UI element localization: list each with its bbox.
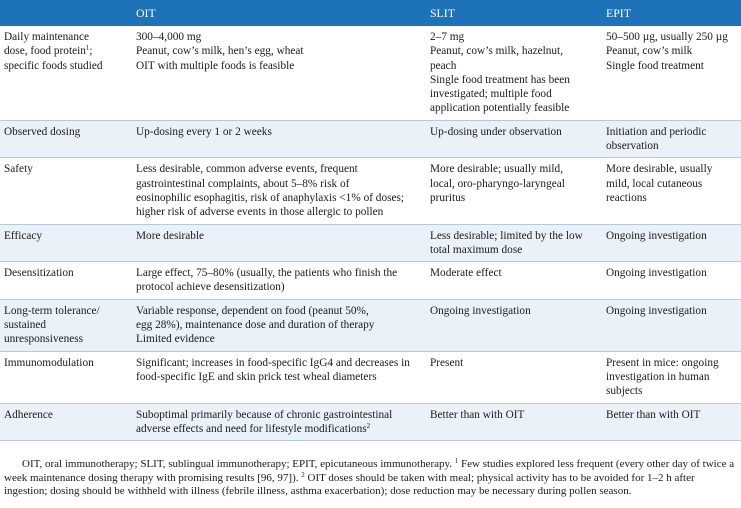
cell-text: observation <box>606 140 659 153</box>
table-row <box>0 26 741 120</box>
cell-text: Immunomodulation <box>4 356 94 369</box>
cell-line <box>136 280 422 294</box>
header-empty <box>0 0 132 26</box>
cell-text: Up-dosing under observation <box>430 125 562 138</box>
cell-line <box>4 125 128 139</box>
cell-text: Less desirable; limited by the low <box>430 229 583 242</box>
cell-line <box>430 304 598 318</box>
epit-cell <box>602 262 741 300</box>
footnote-marker-1: 1 <box>454 457 459 466</box>
cell-line <box>606 370 737 384</box>
cell-text: Ongoing investigation <box>606 304 707 317</box>
oit-cell <box>132 351 426 403</box>
footnote-1: Few studies explored less frequent (every other day of twice a week maintenance dosing therapy with promising results [96, 97]). <box>4 458 735 484</box>
cell-text: Peanut, cow’s milk <box>606 45 693 58</box>
slit-cell <box>426 262 602 300</box>
cell-line <box>4 59 128 73</box>
table-header-row <box>0 0 741 26</box>
cell-text: application potentially feasible <box>430 102 570 115</box>
cell-line <box>606 44 737 58</box>
cell-line <box>136 422 422 436</box>
cell-text: unresponsiveness <box>4 333 84 346</box>
cell-line <box>4 356 128 370</box>
cell-line <box>136 191 422 205</box>
table-row <box>0 299 741 351</box>
cell-line <box>606 59 737 73</box>
cell-text: Present <box>430 356 464 369</box>
epit-cell <box>602 26 741 120</box>
cell-line <box>136 125 422 139</box>
cell-line <box>430 191 598 205</box>
cell-line <box>136 44 422 58</box>
cell-text: Safety <box>4 163 33 176</box>
cell-text: Long-term tolerance/ <box>4 304 100 317</box>
cell-line <box>136 205 422 219</box>
epit-cell <box>602 120 741 158</box>
cell-line <box>136 30 422 44</box>
cell-text: adverse effects and need for lifestyle modifications <box>136 422 367 435</box>
cell-line <box>430 73 598 87</box>
cell-line <box>430 87 598 101</box>
table-row <box>0 262 741 300</box>
cell-text: Present in mice: ongoing <box>606 356 719 369</box>
cell-text: peach <box>430 59 457 72</box>
cell-text: Ongoing investigation <box>606 267 707 280</box>
cell-text: Single food treatment has been <box>430 73 570 86</box>
row-label-cell <box>0 262 132 300</box>
oit-cell <box>132 262 426 300</box>
table-row <box>0 158 741 224</box>
epit-cell <box>602 351 741 403</box>
cell-text: Peanut, cow’s milk, hazelnut, <box>430 45 564 58</box>
cell-text: 50–500 µg, usually 250 µg <box>606 31 728 43</box>
cell-line <box>136 356 422 370</box>
cell-line <box>4 332 128 346</box>
row-label-cell <box>0 120 132 158</box>
cell-line <box>606 229 737 243</box>
cell-line <box>430 356 598 370</box>
cell-line <box>430 125 598 139</box>
header-epit: EPIT <box>602 0 741 26</box>
footnote-abbreviations: OIT, oral immunotherapy; SLIT, sublingual immunotherapy; EPIT, epicutaneous immunotherapy. <box>22 458 453 471</box>
cell-text: local, oro-pharyngo-laryngeal <box>430 177 565 190</box>
cell-text: investigation in human <box>606 370 710 383</box>
cell-line <box>606 162 737 176</box>
cell-text: 2–7 mg <box>430 31 465 43</box>
epit-cell <box>602 299 741 351</box>
cell-text: More desirable; usually mild, <box>430 163 564 176</box>
oit-cell <box>132 120 426 158</box>
cell-text: Daily maintenance <box>4 31 90 43</box>
cell-text: Adherence <box>4 408 53 421</box>
footnote-2: OIT doses should be taken with meal; physical activity has to be avoided for 1–2 h after ingestion; dosing should be withheld with illness (febrile illness, asthma exacerbation); dose reduction may be necessary during pollen season. <box>4 471 695 498</box>
slit-cell <box>426 224 602 262</box>
cell-line <box>430 59 598 73</box>
table-body <box>0 26 741 441</box>
cell-line <box>430 408 598 422</box>
cell-line <box>136 370 422 384</box>
cell-text: eosinophilic esophagitis, risk of anaphylaxis <1% of doses; <box>136 191 405 204</box>
table-row <box>0 120 741 158</box>
row-label-cell <box>0 26 132 120</box>
cell-text: Moderate effect <box>430 267 502 280</box>
cell-line <box>606 408 737 422</box>
oit-cell <box>132 26 426 120</box>
cell-line <box>606 191 737 205</box>
cell-line <box>606 125 737 139</box>
cell-text: Desensitization <box>4 267 74 280</box>
cell-line <box>430 44 598 58</box>
cell-text: Limited evidence <box>136 333 215 346</box>
cell-text: egg 28%), maintenance dose and duration of therapy <box>136 319 375 332</box>
footnote-ref-2: 2 <box>366 421 371 430</box>
cell-line <box>430 162 598 176</box>
cell-text: 300–4,000 mg <box>136 31 202 43</box>
cell-line <box>606 139 737 153</box>
cell-text: Observed dosing <box>4 125 81 138</box>
cell-text: mild, local cutaneous <box>606 177 703 190</box>
cell-line <box>4 30 128 44</box>
cell-line <box>430 229 598 243</box>
epit-cell <box>602 403 741 441</box>
cell-text: Ongoing investigation <box>430 304 531 317</box>
row-label-cell <box>0 351 132 403</box>
cell-line <box>430 177 598 191</box>
cell-text: Variable response, dependent on food (peanut 50%, <box>136 304 369 317</box>
cell-text: Efficacy <box>4 229 43 242</box>
cell-line <box>430 30 598 44</box>
cell-text: Single food treatment <box>606 59 704 72</box>
cell-text: reactions <box>606 191 647 204</box>
cell-line <box>4 304 128 318</box>
cell-line <box>136 332 422 346</box>
row-label-cell <box>0 403 132 441</box>
cell-text: More desirable, usually <box>606 163 713 176</box>
cell-line <box>136 318 422 332</box>
slit-cell <box>426 403 602 441</box>
header-oit: OIT <box>132 0 426 26</box>
cell-line <box>4 266 128 280</box>
cell-text: food-specific IgE and skin prick test wheal diameters <box>136 370 377 383</box>
oit-cell <box>132 224 426 262</box>
cell-line: dose, food protein$^1$; <box>4 44 93 58</box>
cell-text: Up-dosing every 1 or 2 weeks <box>136 125 272 138</box>
cell-line <box>136 59 422 73</box>
cell-line <box>430 101 598 115</box>
cell-text: Better than with OIT <box>430 408 525 421</box>
cell-line <box>606 30 737 44</box>
table-row <box>0 351 741 403</box>
cell-line <box>4 229 128 243</box>
cell-text: OIT with multiple foods is feasible <box>136 59 295 72</box>
row-label-cell <box>0 158 132 224</box>
cell-line <box>136 229 422 243</box>
footnote-ref-1: 1 <box>85 44 90 53</box>
cell-text: specific foods studied <box>4 59 103 72</box>
cell-line <box>136 304 422 318</box>
cell-line <box>606 266 737 280</box>
table-row <box>0 224 741 262</box>
cell-line <box>4 318 128 332</box>
cell-line <box>136 408 422 422</box>
slit-cell <box>426 26 602 120</box>
cell-text: Suboptimal primarily because of chronic gastrointestinal <box>136 408 393 421</box>
cell-text: subjects <box>606 385 643 398</box>
table-row <box>0 403 741 441</box>
cell-text: Initiation and periodic <box>606 125 707 138</box>
cell-text: Ongoing investigation <box>606 229 707 242</box>
footnote-marker-2: 2 <box>301 470 305 479</box>
header-slit: SLIT <box>426 0 602 26</box>
slit-cell <box>426 158 602 224</box>
cell-text: Large effect, 75–80% (usually, the patients who finish the <box>136 267 398 280</box>
epit-cell <box>602 224 741 262</box>
slit-cell <box>426 299 602 351</box>
cell-line <box>4 408 128 422</box>
cell-text: protocol achieve desensitization) <box>136 281 285 294</box>
cell-text: sustained <box>4 319 47 332</box>
row-label-cell <box>0 224 132 262</box>
cell-text: total maximum dose <box>430 243 523 256</box>
oit-cell <box>132 403 426 441</box>
cell-line <box>136 162 422 176</box>
oit-cell <box>132 158 426 224</box>
cell-line <box>606 177 737 191</box>
cell-text: higher risk of adverse events in those allergic to pollen <box>136 206 384 219</box>
cell-text: dose, food protein <box>4 45 86 58</box>
cell-line <box>136 266 422 280</box>
cell-line <box>136 177 422 191</box>
cell-text: Peanut, cow’s milk, hen’s egg, wheat <box>136 45 304 58</box>
epit-cell <box>602 158 741 224</box>
cell-line <box>606 304 737 318</box>
cell-text: Significant; increases in food-specific IgG4 and decreases in <box>136 356 410 369</box>
cell-text: pruritus <box>430 191 466 204</box>
cell-text: gastrointestinal complaints, about 5–8% risk of <box>136 177 350 190</box>
cell-text: Better than with OIT <box>606 408 701 421</box>
slit-cell <box>426 351 602 403</box>
cell-text: More desirable <box>136 229 205 242</box>
cell-text: investigated; multiple food <box>430 88 552 101</box>
cell-line <box>430 266 598 280</box>
row-label-cell <box>0 299 132 351</box>
cell-line <box>4 162 128 176</box>
cell-line <box>606 384 737 398</box>
cell-text: Less desirable, common adverse events, frequent <box>136 163 358 176</box>
oit-cell <box>132 299 426 351</box>
cell-line <box>430 243 598 257</box>
slit-cell <box>426 120 602 158</box>
cell-line <box>606 356 737 370</box>
table-footnote <box>0 452 741 499</box>
